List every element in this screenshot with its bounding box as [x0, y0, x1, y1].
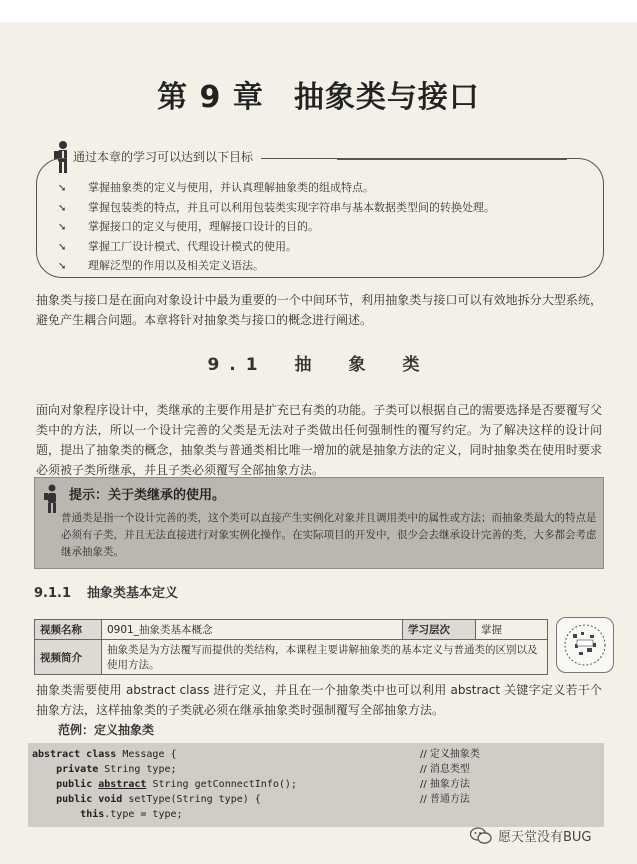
video-info-table [34, 619, 548, 675]
arrow-icon: ➘ [58, 202, 67, 214]
section-paragraph: 面向对象程序设计中，类继承的主要作用是扩充已有类的功能。子类可以根据自己的需要选择是否要覆写父类中的方法，所以一个设计完善的父类是无法对子类做出任何强制性的覆写约定。为了解决这样的设计问题，提出了抽象类的概念，抽象类与普通类相比唯一增加的就是抽象方法的定义，同时抽象类在使用时要求必须被子类所继承，并且子类必须覆写全部抽象方法。 [36, 403, 602, 477]
tip-box [34, 477, 604, 569]
arrow-icon: ➘ [58, 183, 67, 194]
goals-divider [337, 159, 567, 160]
goal-list [58, 178, 495, 276]
code-line: public abstract String getConnectInfo(); [56, 779, 297, 790]
chapter-title [0, 72, 637, 116]
code-comment: // 普通方法 [420, 794, 470, 805]
code-line: this.type = type; [80, 809, 183, 820]
goals-heading: 通过本章的学习可以达到以下目标 [67, 148, 261, 165]
arrow-icon: ➘ [58, 241, 67, 253]
qr-code[interactable] [556, 617, 614, 673]
watermark-text: 愿天堂没有BUG [498, 830, 592, 845]
top-band [0, 0, 637, 22]
chapter-name: 抽象类与接口 [293, 80, 480, 115]
level-label: 学习层次 [403, 620, 476, 640]
goal-item [58, 217, 495, 237]
code-line: public void setType(String type) { [56, 794, 261, 805]
wechat-icon [470, 827, 492, 845]
goal-item [58, 198, 495, 218]
goal-item [58, 256, 495, 276]
video-intro-label: 视频简介 [35, 640, 102, 675]
example-label: 范例：定义抽象类 [58, 723, 155, 737]
subsection-name: 抽象类基本定义 [87, 586, 179, 601]
goal-item [58, 237, 495, 257]
video-intro-value: 抽象类是为方法覆写而提供的类结构，本课程主要讲解抽象类的基本定义与普通类的区别以及使用方法。 [102, 640, 548, 675]
code-line: abstract class Message { [32, 749, 177, 760]
subsection-number: 9.1.1 [34, 586, 72, 601]
arrow-icon: ➘ [58, 222, 67, 234]
goal-text: 理解泛型的作用以及相关定义语法。 [88, 259, 264, 273]
code-comment: // 定义抽象类 [420, 749, 480, 760]
code-block [28, 743, 604, 827]
subsection-title [34, 582, 178, 601]
goal-item [58, 178, 495, 198]
level-value: 掌握 [476, 620, 548, 640]
goal-text: 掌握抽象类的定义与使用，并认真理解抽象类的组成特点。 [88, 181, 374, 194]
video-name-label: 视频名称 [35, 620, 102, 640]
usage-paragraph: 抽象类需要使用 abstract class 进行定义，并且在一个抽象类中也可以利用 abstract 关键字定义若干个抽象方法，这样抽象类的子类就必须在继承抽象类时强制覆写全部抽象方法。 [36, 683, 602, 717]
person-icon [43, 484, 61, 514]
chapter-number: 第 9 章 [157, 80, 264, 115]
video-name-value: 0901_抽象类基本概念 [102, 620, 403, 640]
watermark [470, 826, 592, 848]
code-comment: // 消息类型 [420, 764, 470, 775]
goal-text: 掌握接口的定义与使用，理解接口设计的目的。 [88, 220, 319, 234]
section-title: 9.1 抽 象 类 [207, 355, 430, 375]
arrow-icon: ➘ [58, 261, 67, 273]
tip-title: 提示：关于类继承的使用。 [69, 488, 226, 503]
code-line: private String type; [56, 764, 177, 775]
goal-text: 掌握工厂设计模式、代理设计模式的使用。 [88, 239, 297, 253]
intro-paragraph: 抽象类与接口是在面向对象设计中最为重要的一个中间环节，利用抽象类与接口可以有效地拆分大型系统，避免产生耦合问题。本章将针对抽象类与接口的概念进行阐述。 [36, 293, 602, 327]
code-comment: // 抽象方法 [420, 779, 470, 790]
tip-body: 普通类是指一个设计完善的类，这个类可以直接产生实例化对象并且调用类中的属性或方法；而抽象类最大的特点是必须有子类，并且无法直接进行对象实例化操作。在实际项目的开发中，很少会去继承设计完善的类，大多都会考虑继承抽象类。 [61, 512, 597, 558]
goal-text: 掌握包装类的特点，并且可以利用包装类实现字符串与基本数据类型间的转换处理。 [88, 200, 495, 214]
